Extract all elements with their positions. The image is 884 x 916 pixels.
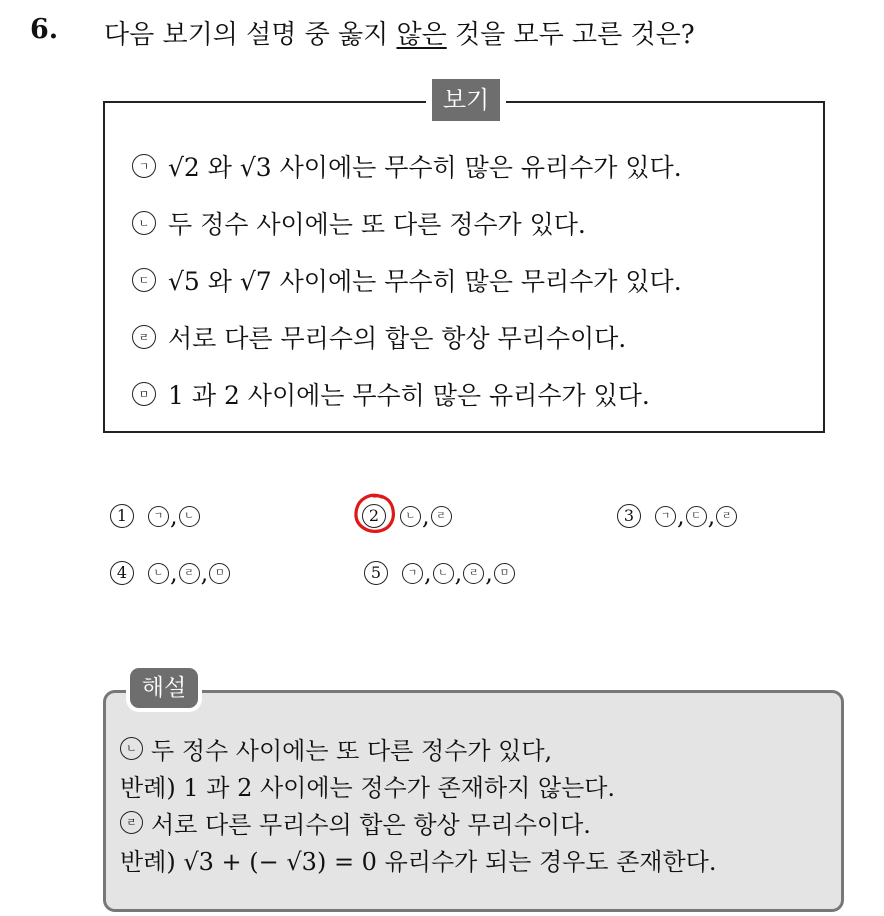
statement-marker: ㄴ	[132, 211, 156, 235]
explanation-text: 서로 다른 무리수의 합은 항상 무리수이다.	[151, 811, 591, 839]
statement-text: √5 와 √7 사이에는 무수히 많은 무리수가 있다.	[168, 267, 682, 296]
statement-text: 두 정수 사이에는 또 다른 정수가 있다.	[168, 210, 586, 239]
choice-markers: ㄴ , ㄹ , ㅁ	[148, 559, 230, 587]
choice-number: 3	[617, 504, 641, 528]
explanation-title: 해설	[130, 668, 198, 708]
choice-marker: ㅁ	[494, 563, 515, 584]
explanation-text: 반례) 1 과 2 사이에는 정수가 존재하지 않는다.	[120, 774, 616, 802]
choice-marker: ㄱ	[402, 563, 423, 584]
choice-marker: ㄹ	[716, 506, 737, 527]
explanation-line-1	[120, 731, 552, 766]
explanation-marker: ㄴ	[120, 737, 143, 760]
statement-marker: ㅁ	[132, 382, 156, 406]
explanation-text: 반례) √3 + (− √3) = 0 유리수가 되는 경우도 존재한다.	[120, 848, 717, 876]
explanation-line-4	[120, 842, 717, 877]
question-text	[104, 14, 695, 51]
statement-text: 서로 다른 무리수의 합은 항상 무리수이다.	[168, 324, 627, 353]
question-text-before: 다음 보기의 설명 중 옳지	[104, 20, 397, 50]
choice-number: 1	[110, 504, 134, 528]
statement-5	[132, 376, 650, 412]
statement-text: √2 와 √3 사이에는 무수히 많은 유리수가 있다.	[168, 153, 682, 182]
explanation-marker: ㄹ	[120, 811, 143, 834]
choice-4[interactable]	[110, 559, 230, 587]
choice-marker: ㄱ	[655, 506, 676, 527]
choice-markers: ㄱ , ㄴ , ㄹ , ㅁ	[402, 559, 515, 587]
statement-3	[132, 262, 682, 298]
choice-marker: ㄴ	[433, 563, 454, 584]
explanation-text: 두 정수 사이에는 또 다른 정수가 있다,	[151, 737, 553, 765]
choice-2[interactable]	[362, 502, 452, 530]
choice-marker: ㄹ	[179, 563, 200, 584]
choice-markers: ㄴ , ㄹ	[400, 502, 452, 530]
choice-marker: ㄹ	[463, 563, 484, 584]
choice-marker: ㄷ	[686, 506, 707, 527]
choice-marker: ㄴ	[148, 563, 169, 584]
choice-number: 5	[364, 561, 388, 585]
choice-number: 4	[110, 561, 134, 585]
choice-marker: ㄴ	[179, 506, 200, 527]
choice-markers: ㄱ , ㄷ , ㄹ	[655, 502, 737, 530]
statement-marker: ㄱ	[132, 154, 156, 178]
choice-3[interactable]	[617, 502, 737, 530]
statement-4	[132, 319, 626, 355]
choice-1[interactable]	[110, 502, 200, 530]
choice-marker: ㄱ	[148, 506, 169, 527]
explanation-line-2	[120, 768, 615, 803]
bogi-title: 보기	[432, 79, 500, 121]
statement-text: 1 과 2 사이에는 무수히 많은 유리수가 있다.	[168, 381, 650, 410]
choice-marker: ㅁ	[209, 563, 230, 584]
choice-5[interactable]	[364, 559, 515, 587]
statement-marker: ㄹ	[132, 325, 156, 349]
statement-2	[132, 205, 586, 241]
explanation-line-3	[120, 805, 591, 840]
choice-number: 2	[362, 504, 386, 528]
question-text-underlined: 않은	[396, 20, 447, 50]
question-number: 6.	[30, 14, 59, 45]
choice-markers: ㄱ , ㄴ	[148, 502, 200, 530]
question-text-after: 것을 모두 고른 것은?	[446, 20, 695, 50]
choice-marker: ㄴ	[400, 506, 421, 527]
choice-marker: ㄹ	[431, 506, 452, 527]
statement-1	[132, 148, 682, 184]
statement-marker: ㄷ	[132, 268, 156, 292]
